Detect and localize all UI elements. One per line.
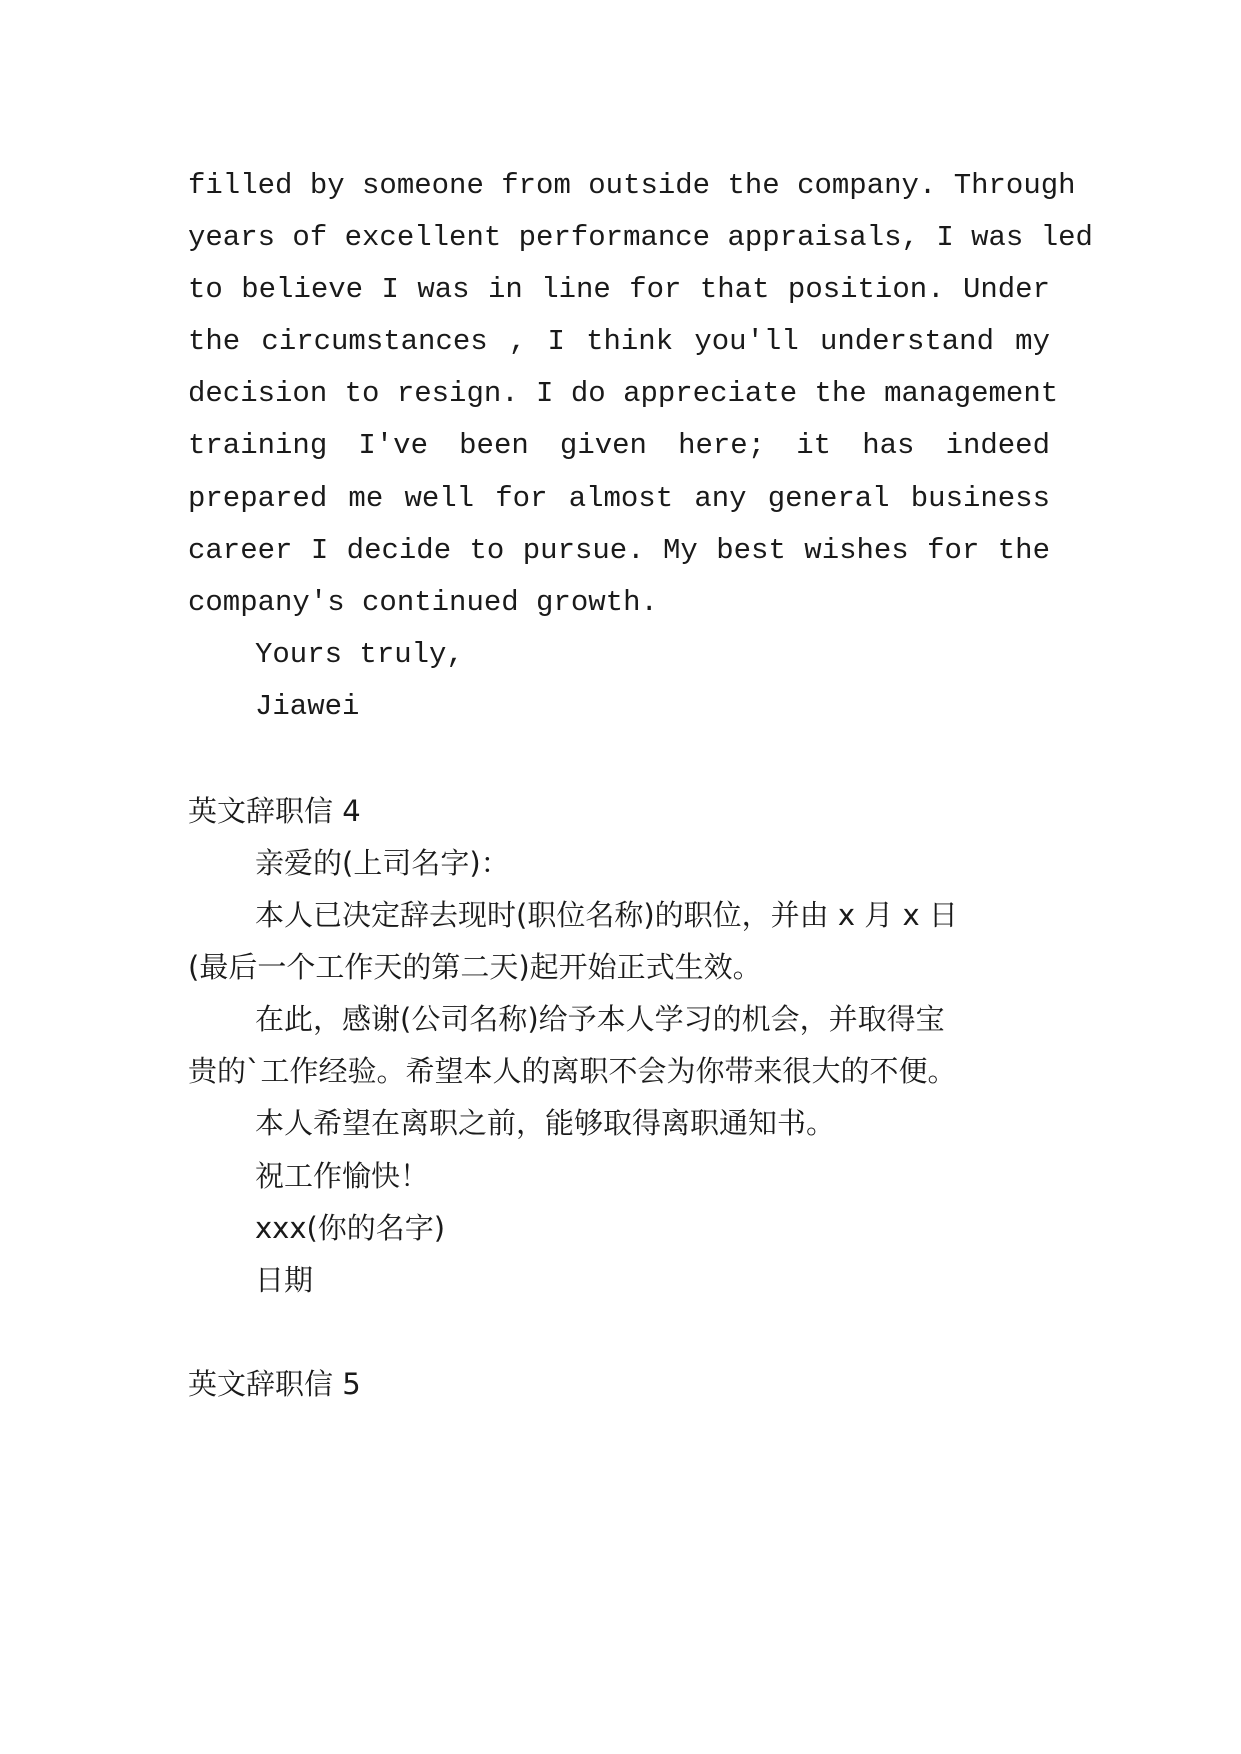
letter4-para2-line2: 贵的`工作经验。希望本人的离职不会为你带来很大的不便。 xyxy=(188,1054,957,1088)
letter4-para1-line1: 本人已决定辞去现时(职位名称)的职位，并由 x 月 x 日 xyxy=(255,898,958,932)
letter3-line-4: the circumstances , I think you'll understand my xyxy=(188,325,1050,358)
letter5-heading: 英文辞职信 5 xyxy=(188,1367,361,1401)
letter3-signature: Jiawei xyxy=(255,690,360,723)
letter4-salutation: 亲爱的(上司名字)： xyxy=(255,846,510,880)
letter3-line-8: career I decide to pursue. My best wishes for the xyxy=(188,534,1050,567)
letter4-para3: 本人希望在离职之前，能够取得离职通知书。 xyxy=(255,1106,836,1140)
letter3-line-6: training I've been given here; it has indeed xyxy=(188,429,1050,462)
letter4-wish: 祝工作愉快！ xyxy=(255,1159,430,1193)
letter3-line-7: prepared me well for almost any general business xyxy=(188,482,1050,515)
letter3-line-9: company's continued growth. xyxy=(188,586,658,619)
letter4-para2-line1: 在此，感谢(公司名称)给予本人学习的机会，并取得宝 xyxy=(255,1002,945,1036)
letter3-line-5: decision to resign. I do appreciate the management xyxy=(188,377,1059,410)
letter3-line-3: to believe I was in line for that position. Under xyxy=(188,273,1050,306)
letter4-date: 日期 xyxy=(255,1263,314,1297)
letter3-line-2: years of excellent performance appraisals, I was led xyxy=(188,221,1093,254)
letter4-heading: 英文辞职信 4 xyxy=(188,794,361,828)
letter4-name: xxx(你的名字) xyxy=(255,1211,446,1245)
letter3-line-1: filled by someone from outside the company. Through xyxy=(188,169,1076,202)
letter4-para1-line2: (最后一个工作天的第二天)起开始正式生效。 xyxy=(188,950,762,984)
letter3-closing: Yours truly, xyxy=(255,638,464,671)
